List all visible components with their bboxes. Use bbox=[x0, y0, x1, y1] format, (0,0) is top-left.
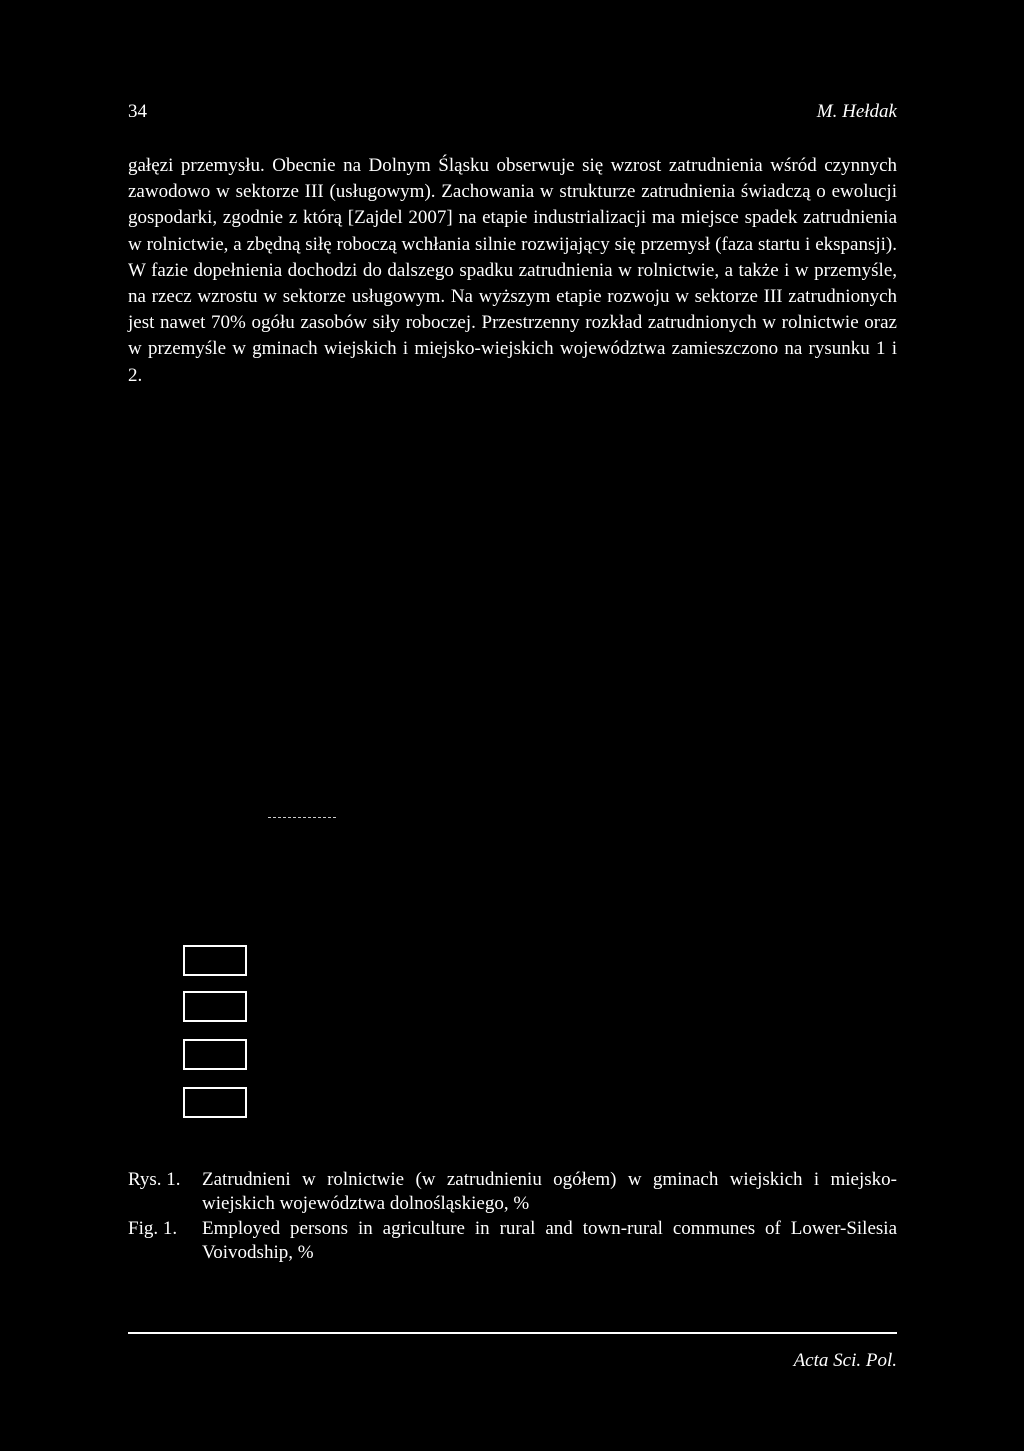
running-head-author: M. Hełdak bbox=[816, 101, 897, 122]
body-paragraph: gałęzi przemysłu. Obecnie na Dolnym Śląsku obserwuje się wzrost zatrudnienia wśród czynnych zawodowo w sektorze III (usługowym). Zachowania w strukturze zatrudnienia świadczą o ewolucji gospodarki, zgodnie z którą [Zajdel 2007] na etapie industrializacji ma miejsce spadek zatrudnienia w rolnictwie, a zbędną siłę roboczą wchłania silnie rozwijający się przemysł (faza startu i ekspansji). W fazie dopełnienia dochodzi do dalszego spadku zatrudnienia w rolnictwie, a także i w przemyśle, na rzecz wzrostu w sektorze usługowym. Na wyższym etapie rozwoju w sektorze III zatrudnionych jest nawet 70% ogółu zasobów siły roboczej. Przestrzenny rozkład zatrudnionych w rolnictwie oraz w przemyśle w gminach wiejskich i miejsko-wiejskich województwa zamieszczono na rysunku 1 i 2. bbox=[128, 155, 897, 386]
page-number: 34 bbox=[128, 101, 147, 122]
footer-divider bbox=[128, 1332, 897, 1334]
caption-label: Fig. 1. bbox=[128, 1218, 178, 1239]
legend-swatch-2 bbox=[183, 991, 247, 1022]
figure-caption-english bbox=[128, 1217, 897, 1265]
figure-caption-polish bbox=[128, 1168, 897, 1216]
legend-swatch-1 bbox=[183, 945, 247, 976]
caption-label: Rys. 1. bbox=[128, 1169, 181, 1190]
caption-text: Zatrudnieni w rolnictwie (w zatrudnieniu ogółem) w gminach wiejskich i miejsko-wiejskich województwa dolnośląskiego, % bbox=[202, 1169, 897, 1214]
legend-swatch-4 bbox=[183, 1087, 247, 1118]
legend-swatch-3 bbox=[183, 1039, 247, 1070]
footer-journal-name: Acta Sci. Pol. bbox=[793, 1350, 897, 1371]
map-border-fragment bbox=[268, 817, 336, 819]
caption-text: Employed persons in agriculture in rural and town-rural communes of Lower-Silesia Voivodship, % bbox=[202, 1218, 897, 1263]
